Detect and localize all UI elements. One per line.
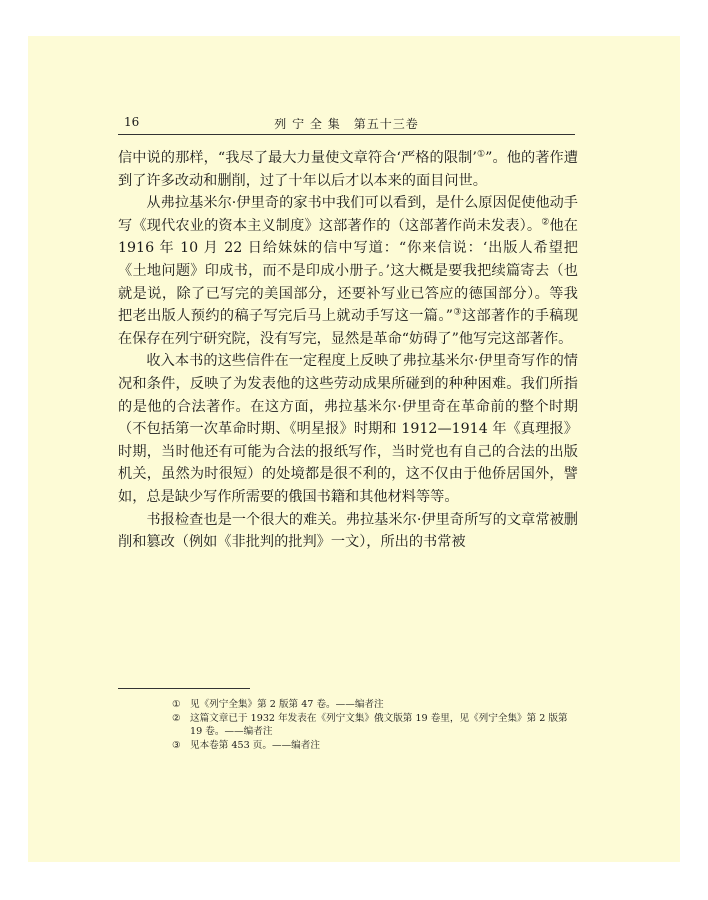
- footnote-2-text: 这篇文章已于 1932 年发表在《列宁文集》俄文版第 19 卷里，见《列宁全集》第 2 版第 19 卷。——编者注: [190, 712, 568, 737]
- footnote-ref-2: ②: [541, 217, 550, 228]
- page-number: 16: [124, 115, 140, 129]
- paragraph-1-text-a: 信中说的那样，“我尽了最大力量使文章符合‘严格的限制’: [118, 150, 477, 166]
- footnote-1-mark: ①: [172, 699, 181, 710]
- footnotes: [150, 698, 580, 752]
- footnote-2: [150, 712, 580, 739]
- paragraph-1-text-b: ”。他的著作遭到了许多改动和删削，过了十年以后才以本来的面目问世。: [118, 150, 578, 189]
- paragraph-3: 收入本书的这些信件在一定程度上反映了弗拉基米尔·伊里奇写作的情况和条件，反映了为发表他的这些劳动成果所碰到的种种困难。我们所指的是他的合法著作。在这方面，弗拉基米尔·伊里奇在革命前的整个时期（不包括第一次革命时期、《明星报》时期和 1912—1914 年《真理报》时期，当时他还有可能为合法的报纸写作，当时党也有自己的合法的出版机关，虽然为时很短）的处境都是很不利的，这不仅由于他侨居国外，譬如，总是缺少写作所需要的俄国书籍和其他材料等等。: [118, 353, 578, 505]
- page-header: [118, 112, 575, 135]
- paragraph-1: [118, 147, 578, 192]
- footnote-3: [150, 739, 580, 753]
- paragraph-2-text-b: 他在 1916 年 10 月 22 日给妹妹的信中写道：“你来信说：‘出版人希望把《土地问题》印成书，而不是印成小册子。’这大概是要我把续篇寄去（也就是说，除了已写完的美国部分，还要补写业已答应的德国部分）。等我把老出版人预约的稿子写完后马上就动手写这一篇。”: [118, 217, 578, 325]
- paragraph-2: [118, 192, 578, 350]
- footnote-1: [150, 698, 580, 712]
- paragraph-2-text-a: 从弗拉基米尔·伊里奇的家书中我们可以看到，是什么原因促使他动手写《现代农业的资本主义制度》这部著作的（这部著作尚未发表）。: [118, 195, 578, 234]
- body-text: [118, 147, 578, 554]
- footnote-ref-1: ①: [476, 149, 486, 160]
- footnote-divider: [118, 688, 250, 689]
- running-title: 列 宁 全 集 第五十三卷: [274, 117, 419, 131]
- footnote-3-text: 见本卷第 453 页。——编者注: [190, 739, 320, 751]
- footnote-ref-3: ③: [453, 307, 462, 318]
- paragraph-4: 书报检查也是一个很大的难关。弗拉基米尔·伊里奇所写的文章常被删削和篡改（例如《非批判的批判》一文），所出的书常被: [118, 511, 578, 551]
- footnote-1-text: 见《列宁全集》第 2 版第 47 卷。——编者注: [190, 699, 384, 710]
- paragraph-2-text-c: 这部著作的手稿现在保存在列宁研究院，没有写完，显然是革命“妨碍了”他写完这部著作。: [118, 308, 579, 347]
- footnote-2-mark: ②: [172, 712, 181, 724]
- footnote-3-mark: ③: [172, 739, 181, 751]
